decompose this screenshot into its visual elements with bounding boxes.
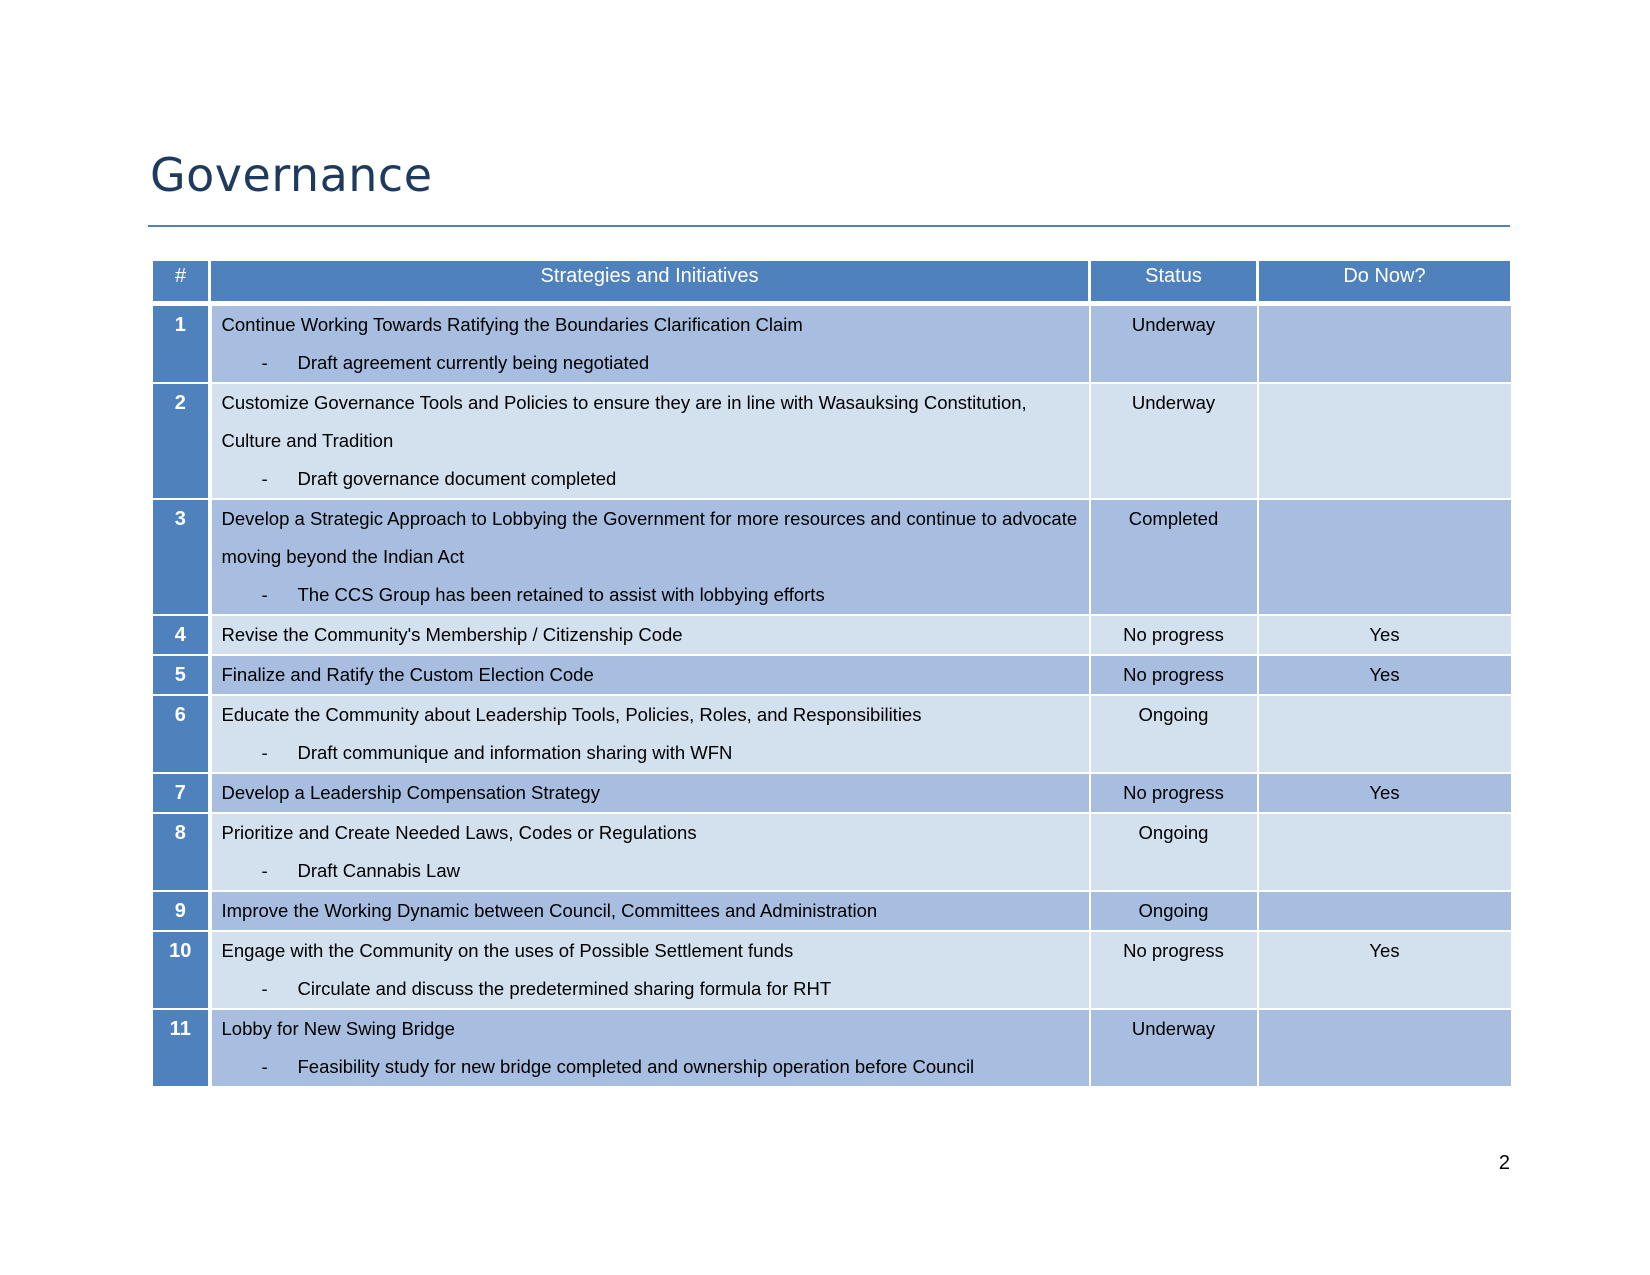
strategy-title: Customize Governance Tools and Policies to ensure they are in line with Wasauksing Constitution, Culture and Tradition (221, 392, 1027, 451)
do-now-cell: Yes (1258, 773, 1512, 813)
strategy-title: Engage with the Community on the uses of Possible Settlement funds (221, 940, 794, 961)
strategy-cell (210, 891, 1090, 931)
strategy-title: Improve the Working Dynamic between Council, Committees and Administration (221, 900, 878, 921)
page-number: 2 (1498, 1152, 1510, 1174)
table-row (152, 655, 1512, 695)
strategy-cell (210, 615, 1090, 655)
title-divider (148, 225, 1510, 227)
sub-bullet: - (261, 468, 268, 489)
header-strategies: Strategies and Initiatives (210, 260, 1090, 304)
status-cell: Completed (1090, 499, 1258, 615)
sub-item-text: Draft governance document completed (297, 468, 617, 489)
do-now-cell (1258, 304, 1512, 384)
strategy-cell (210, 931, 1090, 1009)
status-cell: Underway (1090, 383, 1258, 499)
status-cell: Ongoing (1090, 891, 1258, 931)
table-body (152, 304, 1512, 1088)
status-cell: Underway (1090, 1009, 1258, 1087)
strategy-sub-item (222, 734, 1079, 772)
row-number: 9 (152, 891, 210, 931)
page-title: Governance (150, 148, 433, 202)
row-number: 5 (152, 655, 210, 695)
sub-bullet: - (261, 860, 268, 881)
table-row (152, 1009, 1512, 1087)
header-number: # (152, 260, 210, 304)
status-cell: No progress (1090, 615, 1258, 655)
strategy-sub-item (222, 344, 1079, 382)
strategy-sub-item (222, 460, 1079, 498)
sub-bullet: - (261, 978, 268, 999)
do-now-cell: Yes (1258, 655, 1512, 695)
row-number: 7 (152, 773, 210, 813)
strategy-title: Educate the Community about Leadership Tools, Policies, Roles, and Responsibilities (221, 704, 922, 725)
sub-item-text: Draft agreement currently being negotiated (297, 352, 650, 373)
table-header-row (152, 260, 1512, 304)
strategy-sub-item (222, 970, 1079, 1008)
status-cell: No progress (1090, 655, 1258, 695)
table-row (152, 615, 1512, 655)
do-now-cell (1258, 1009, 1512, 1087)
strategy-sub-item (222, 1048, 1079, 1086)
row-number: 10 (152, 931, 210, 1009)
strategy-title: Finalize and Ratify the Custom Election Code (221, 664, 594, 685)
do-now-cell (1258, 499, 1512, 615)
strategy-title: Continue Working Towards Ratifying the Boundaries Clarification Claim (221, 314, 803, 335)
header-do-now: Do Now? (1258, 260, 1512, 304)
table-row (152, 695, 1512, 773)
status-cell: No progress (1090, 773, 1258, 813)
table-row (152, 931, 1512, 1009)
status-cell: Ongoing (1090, 813, 1258, 891)
strategy-cell (210, 813, 1090, 891)
sub-item-text: Feasibility study for new bridge completed and ownership operation before Council (297, 1056, 975, 1077)
strategy-sub-item (222, 576, 1079, 614)
strategy-title: Develop a Leadership Compensation Strategy (221, 782, 600, 803)
row-number: 2 (152, 383, 210, 499)
sub-item-text: The CCS Group has been retained to assist with lobbying efforts (297, 584, 825, 605)
strategy-title: Prioritize and Create Needed Laws, Codes or Regulations (221, 822, 697, 843)
strategy-title: Lobby for New Swing Bridge (221, 1018, 455, 1039)
sub-bullet: - (261, 352, 268, 373)
table-row (152, 891, 1512, 931)
row-number: 4 (152, 615, 210, 655)
do-now-cell: Yes (1258, 931, 1512, 1009)
table-row (152, 383, 1512, 499)
sub-item-text: Draft Cannabis Law (297, 860, 460, 881)
sub-bullet: - (261, 742, 268, 763)
status-cell: No progress (1090, 931, 1258, 1009)
header-status: Status (1090, 260, 1258, 304)
strategy-cell (210, 304, 1090, 384)
do-now-cell (1258, 891, 1512, 931)
row-number: 3 (152, 499, 210, 615)
row-number: 1 (152, 304, 210, 384)
do-now-cell (1258, 695, 1512, 773)
strategy-cell (210, 383, 1090, 499)
table-row (152, 304, 1512, 384)
strategy-sub-item (222, 852, 1079, 890)
row-number: 11 (152, 1009, 210, 1087)
sub-bullet: - (261, 584, 268, 605)
table-row (152, 773, 1512, 813)
do-now-cell (1258, 813, 1512, 891)
status-cell: Underway (1090, 304, 1258, 384)
strategy-title: Revise the Community's Membership / Citizenship Code (221, 624, 683, 645)
do-now-cell (1258, 383, 1512, 499)
strategy-cell (210, 695, 1090, 773)
row-number: 6 (152, 695, 210, 773)
strategy-cell (210, 1009, 1090, 1087)
status-cell: Ongoing (1090, 695, 1258, 773)
sub-item-text: Circulate and discuss the predetermined sharing formula for RHT (297, 978, 832, 999)
strategy-cell (210, 655, 1090, 695)
do-now-cell: Yes (1258, 615, 1512, 655)
table-row (152, 813, 1512, 891)
sub-bullet: - (261, 1056, 268, 1077)
table-row (152, 499, 1512, 615)
strategy-cell (210, 773, 1090, 813)
strategy-cell (210, 499, 1090, 615)
strategy-title: Develop a Strategic Approach to Lobbying the Government for more resources and continue to advocate moving beyond the Indian Act (221, 508, 1078, 567)
sub-item-text: Draft communique and information sharing with WFN (297, 742, 733, 763)
row-number: 8 (152, 813, 210, 891)
strategies-table (150, 258, 1513, 1088)
